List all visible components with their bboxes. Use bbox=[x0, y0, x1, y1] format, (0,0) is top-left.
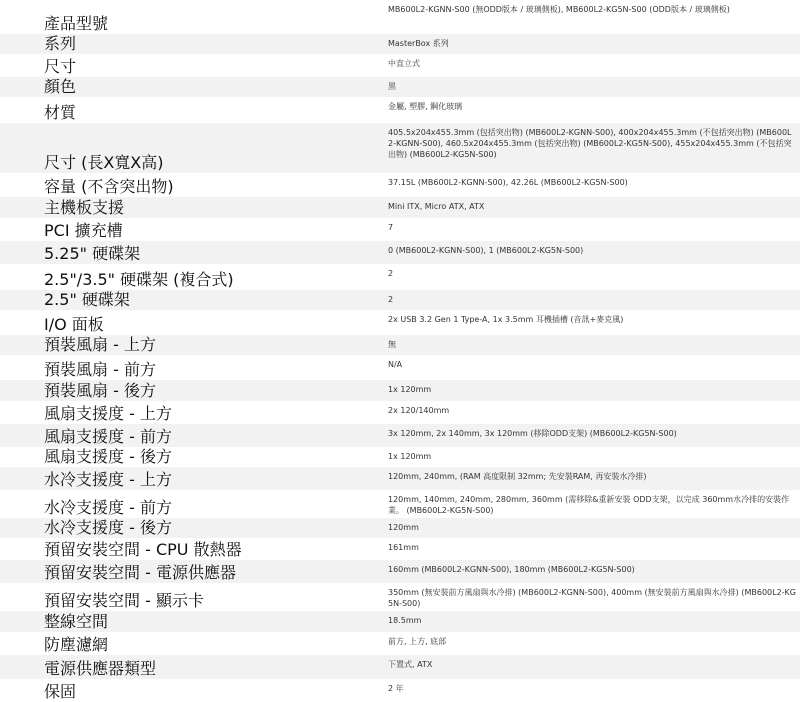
spec-value: 2 bbox=[388, 295, 394, 304]
spec-label: 預裝風扇 - 上方 bbox=[44, 335, 156, 354]
spec-row bbox=[0, 264, 800, 290]
spec-label: 水冷支援度 - 後方 bbox=[44, 518, 172, 537]
spec-row bbox=[0, 518, 800, 538]
spec-row bbox=[0, 123, 800, 173]
spec-row bbox=[0, 310, 800, 335]
spec-label: 風扇支援度 - 前方 bbox=[44, 427, 172, 446]
spec-value: MasterBox 系列 bbox=[388, 39, 449, 48]
spec-label: 防塵濾網 bbox=[44, 635, 109, 654]
spec-label: 材質 bbox=[44, 103, 77, 122]
spec-row bbox=[0, 611, 800, 632]
spec-value: 前方, 上方, 底部 bbox=[388, 637, 447, 646]
spec-label: 風扇支援度 - 上方 bbox=[44, 404, 172, 423]
spec-label: 2.5"/3.5" 硬碟架 (複合式) bbox=[44, 270, 234, 289]
spec-value: 2x 120/140mm bbox=[388, 406, 450, 415]
spec-label: 預裝風扇 - 前方 bbox=[44, 360, 156, 379]
spec-value: 金屬, 塑膠, 鋼化玻璃 bbox=[388, 102, 463, 111]
spec-value: N/A bbox=[388, 360, 403, 369]
spec-row bbox=[0, 655, 800, 679]
spec-row bbox=[0, 290, 800, 310]
spec-label: 產品型號 bbox=[44, 14, 109, 33]
spec-value: 黑 bbox=[388, 82, 396, 91]
spec-label: 尺寸 (長X寬X高) bbox=[44, 153, 164, 172]
spec-row bbox=[0, 241, 800, 264]
spec-row bbox=[0, 490, 800, 518]
spec-label: 顏色 bbox=[44, 77, 77, 96]
spec-value: 無 bbox=[388, 340, 396, 349]
spec-row bbox=[0, 197, 800, 218]
spec-value: MB600L2-KGNN-S00 (無ODD版本 / 玻璃側板), MB600L2-KG5N-S00 (ODD版本 / 玻璃側板) bbox=[388, 5, 730, 14]
spec-row bbox=[0, 632, 800, 655]
spec-value: 18.5mm bbox=[388, 616, 422, 625]
spec-label: PCI 擴充槽 bbox=[44, 221, 123, 240]
spec-row bbox=[0, 355, 800, 380]
spec-label: 5.25" 硬碟架 bbox=[44, 244, 141, 263]
spec-row bbox=[0, 467, 800, 490]
spec-row bbox=[0, 0, 800, 34]
spec-value: 350mm (無安裝前方風扇與水冷排) (MB600L2-KGNN-S00), 400mm (無安裝前方風扇與水冷排) (MB600L2-KG5N-S00) bbox=[388, 588, 797, 608]
spec-row bbox=[0, 34, 800, 54]
spec-row bbox=[0, 97, 800, 123]
spec-row bbox=[0, 173, 800, 197]
spec-label: 容量 (不含突出物) bbox=[44, 177, 174, 196]
spec-label: 2.5" 硬碟架 bbox=[44, 290, 130, 309]
spec-value: 160mm (MB600L2-KGNN-S00), 180mm (MB600L2-KG5N-S00) bbox=[388, 565, 635, 574]
spec-value: 下置式, ATX bbox=[388, 660, 433, 669]
spec-label: 預留安裝空間 - CPU 散熱器 bbox=[44, 540, 242, 559]
spec-value: 1x 120mm bbox=[388, 385, 432, 394]
spec-label: 電源供應器類型 bbox=[44, 659, 157, 678]
spec-label: 水冷支援度 - 前方 bbox=[44, 498, 172, 517]
spec-label: 保固 bbox=[44, 682, 77, 701]
spec-row bbox=[0, 538, 800, 560]
spec-row bbox=[0, 218, 800, 241]
spec-value: 1x 120mm bbox=[388, 452, 432, 461]
spec-label: 預留安裝空間 - 顯示卡 bbox=[44, 591, 204, 610]
spec-value: 2 年 bbox=[388, 684, 404, 693]
spec-label: 尺寸 bbox=[44, 57, 77, 76]
spec-row bbox=[0, 560, 800, 583]
spec-value: 0 (MB600L2-KGNN-S00), 1 (MB600L2-KG5N-S00) bbox=[388, 246, 584, 255]
spec-row bbox=[0, 335, 800, 355]
spec-value: 2 bbox=[388, 269, 394, 278]
spec-label: 主機板支援 bbox=[44, 198, 125, 217]
spec-value: 2x USB 3.2 Gen 1 Type-A, 1x 3.5mm 耳機插槽 (音訊+麥克風) bbox=[388, 315, 624, 324]
spec-value: 37.15L (MB600L2-KGNN-S00), 42.26L (MB600L2-KG5N-S00) bbox=[388, 178, 628, 187]
spec-row bbox=[0, 583, 800, 611]
spec-value: 120mm, 140mm, 240mm, 280mm, 360mm (需移除&重新安裝 ODD支架，以完成 360mm水冷排的安裝作業。 (MB600L2-KG5N-S00) bbox=[388, 495, 790, 515]
spec-row bbox=[0, 447, 800, 467]
spec-label: 水冷支援度 - 上方 bbox=[44, 470, 172, 489]
spec-value: 7 bbox=[388, 223, 394, 232]
spec-row bbox=[0, 679, 800, 702]
spec-row bbox=[0, 424, 800, 447]
spec-row bbox=[0, 54, 800, 77]
spec-value: 中直立式 bbox=[388, 59, 420, 68]
spec-row bbox=[0, 380, 800, 401]
spec-value: 120mm, 240mm, (RAM 高度限制 32mm; 先安裝RAM, 再安裝水冷排) bbox=[388, 472, 647, 481]
spec-value: 405.5x204x455.3mm (包括突出物) (MB600L2-KGNN-S00), 400x204x455.3mm (不包括突出物) (MB600L2-KGNN-S00), 460.5x204x455.3mm (包括突出物) (MB600L2-KG5N-S00), 455x204x455.3mm (不包括突出物) (MB600L2-KG5N-S00) bbox=[388, 128, 792, 159]
spec-row bbox=[0, 77, 800, 97]
spec-value: 161mm bbox=[388, 543, 419, 552]
spec-label: 風扇支援度 - 後方 bbox=[44, 447, 172, 466]
spec-value: Mini ITX, Micro ATX, ATX bbox=[388, 202, 485, 211]
spec-label: 整線空間 bbox=[44, 612, 109, 631]
spec-label: I/O 面板 bbox=[44, 315, 104, 334]
spec-label: 預裝風扇 - 後方 bbox=[44, 381, 156, 400]
spec-value: 3x 120mm, 2x 140mm, 3x 120mm (移除ODD支架) (MB600L2-KG5N-S00) bbox=[388, 429, 677, 438]
spec-value: 120mm bbox=[388, 523, 419, 532]
spec-label: 系列 bbox=[44, 34, 77, 53]
spec-row bbox=[0, 401, 800, 424]
spec-label: 預留安裝空間 - 電源供應器 bbox=[44, 563, 236, 582]
